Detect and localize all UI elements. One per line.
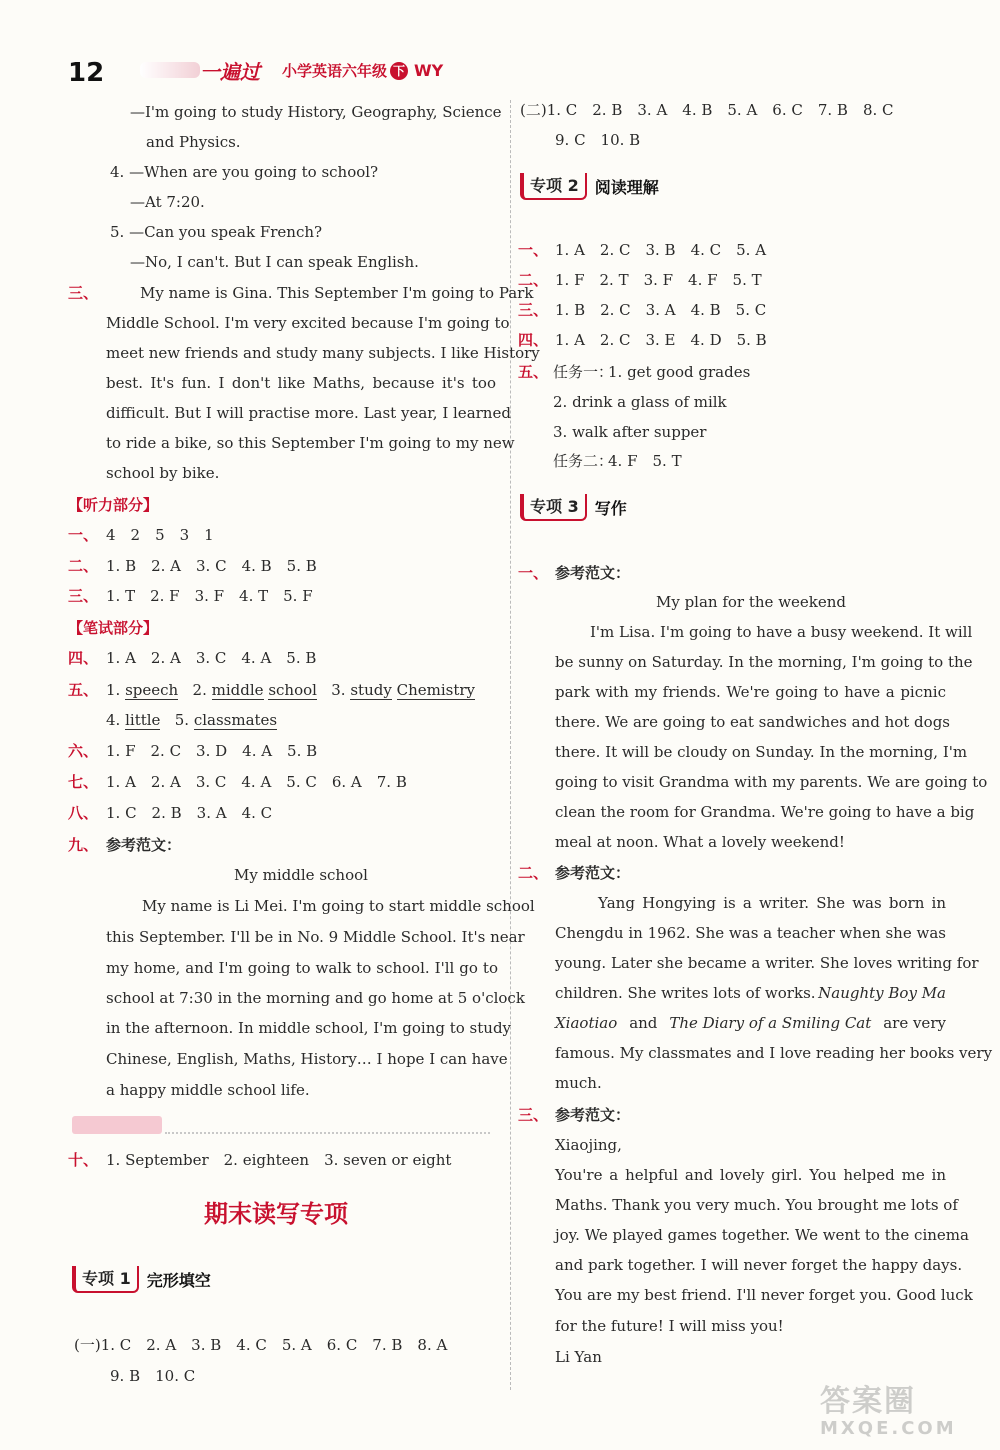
essay-line: My name is Li Mei. I'm going to start middle school: [142, 897, 535, 915]
answer-word: Chemistry: [396, 681, 475, 699]
section-number: 四、: [518, 331, 549, 349]
essay-line: a happy middle school life.: [106, 1081, 310, 1099]
section-number: 一、: [518, 241, 549, 259]
topic-tag-label: 写作: [594, 498, 627, 518]
section-number: 四、: [68, 649, 99, 667]
section-number: 二、: [518, 864, 549, 882]
dialogue-line: and Physics.: [146, 133, 241, 151]
essay-line: I'm Lisa. I'm going to have a busy weekend. It will: [590, 623, 973, 641]
volume-badge: 下: [390, 62, 408, 80]
essay-line: in the afternoon. In middle school, I'm going to study: [106, 1019, 512, 1037]
writing-header: 【笔试部分】: [68, 619, 159, 637]
task-answer: 4. F 5. T: [608, 452, 682, 470]
answer-word: classmates: [193, 711, 278, 729]
letter-line: You're a helpful and lovely girl. You helped me in: [555, 1166, 946, 1184]
answer-line: 1. B 2. C 3. A 4. B 5. C: [555, 301, 767, 319]
section-number: 七、: [68, 773, 99, 791]
essay-text: children. She writes lots of works.: [555, 984, 816, 1002]
passage-line: school by bike.: [106, 464, 220, 482]
section-number: 三、: [68, 587, 99, 605]
answer-line: 1. A 2. A 3. C 4. A 5. C 6. A 7. B: [106, 773, 407, 791]
book-subtitle-text: 小学英语六年级: [282, 62, 388, 80]
item-number: 2.: [192, 681, 207, 699]
answer-word: little: [125, 711, 161, 729]
item-number: 5.: [174, 711, 190, 729]
passage-line: to ride a bike, so this September I'm going to my new: [106, 434, 515, 452]
answer-line: 1. T 2. F 3. F 4. T 5. F: [106, 587, 313, 605]
section-number: 六、: [68, 742, 99, 760]
section-number: 二、: [68, 557, 99, 575]
fill-answers-row: [106, 680, 475, 700]
sample-label: 参考范文：: [555, 1106, 631, 1124]
essay-line: Yang Hongying is a writer. She was born in: [598, 894, 946, 912]
answer-line: 1. B 2. A 3. C 4. B 5. B: [106, 557, 317, 575]
item-number: 1.: [106, 681, 121, 699]
passage-line: Middle School. I'm very excited because I'm going to: [106, 314, 510, 332]
essay-line: meal at noon. What a lovely weekend!: [555, 833, 845, 851]
dialogue-line: 5. —Can you speak French?: [110, 223, 323, 241]
section-number: 三、: [518, 301, 549, 319]
dialogue-line: —At 7:20.: [130, 193, 205, 211]
answer-line: (一)1. C 2. A 3. B 4. C 5. A 6. C 7. B 8. A: [74, 1336, 448, 1354]
answer-word: speech: [125, 681, 179, 699]
faded-section-bar: [72, 1116, 162, 1134]
topic-tag: [72, 1266, 211, 1292]
essay-line: [555, 1013, 946, 1033]
essay-line: clean the room for Grandma. We're going to have a big: [555, 803, 975, 821]
essay-line: Chinese, English, Maths, History… I hope I can have: [106, 1050, 508, 1068]
answer-line: 1. F 2. T 3. F 4. F 5. T: [555, 271, 762, 289]
answer-word: middle: [211, 681, 264, 699]
sample-label: 参考范文：: [106, 836, 182, 854]
page-number: 12: [68, 58, 105, 88]
section-number: 一、: [68, 526, 99, 544]
sample-label: 参考范文：: [555, 864, 631, 882]
task-answer: 2. drink a glass of milk: [553, 393, 727, 411]
answer-line: (二)1. C 2. B 3. A 4. B 5. A 6. C 7. B 8. C: [520, 101, 894, 119]
dialogue-line: —No, I can't. But I can speak English.: [130, 253, 419, 271]
topic-tag-label: 完形填空: [146, 1270, 211, 1290]
brand-logo: [140, 62, 200, 78]
essay-line: park with my friends. We're going to have a picnic: [555, 683, 946, 701]
essay-line: much.: [555, 1074, 602, 1092]
answer-line: 9. B 10. C: [110, 1367, 196, 1385]
edition-label: WY: [414, 61, 444, 80]
answer-line: 1. C 2. B 3. A 4. C: [106, 804, 273, 822]
watermark-en: MXQE.COM: [820, 1418, 957, 1439]
essay-line: young. Later she became a writer. She loves writing for: [555, 954, 979, 972]
task-answer: 3. walk after supper: [553, 423, 707, 441]
essay-line: going to visit Grandma with my parents. We are going to: [555, 773, 988, 791]
essay-line: my home, and I'm going to walk to school. I'll go to: [106, 959, 498, 977]
section-number: 一、: [518, 564, 549, 582]
letter-signature: Li Yan: [555, 1348, 602, 1366]
topic-tag-label: 阅读理解: [594, 177, 659, 197]
dialogue-line: —I'm going to study History, Geography, Science: [130, 103, 502, 121]
essay-title: My middle school: [234, 866, 368, 884]
letter-line: joy. We played games together. We went to the cinema: [555, 1226, 969, 1244]
task-label: 任务二：: [553, 452, 614, 470]
essay-line: famous. My classmates and I love reading her books very: [555, 1044, 993, 1062]
listening-header: 【听力部分】: [68, 496, 159, 514]
answer-word: school: [268, 681, 317, 699]
topic-tag-number: 专项 2: [520, 173, 587, 200]
passage-line: meet new friends and study many subjects. I like History: [106, 344, 540, 362]
item-number: 3.: [331, 681, 346, 699]
passage-line: difficult. But I will practise more. Last year, I learned: [106, 404, 511, 422]
letter-line: for the future! I will miss you!: [555, 1317, 784, 1335]
section-number: 五、: [68, 681, 99, 699]
section-number: 三、: [518, 1106, 549, 1124]
section-number: 十、: [68, 1151, 99, 1169]
section-number: 九、: [68, 836, 99, 854]
essay-line: there. We are going to eat sandwiches and hot dogs: [555, 713, 950, 731]
answer-line: 1. F 2. C 3. D 4. A 5. B: [106, 742, 318, 760]
book-title: The Diary of a Smiling Cat: [669, 1014, 872, 1032]
passage-line: My name is Gina. This September I'm going to Park: [140, 284, 534, 302]
essay-line: Chengdu in 1962. She was a teacher when she was: [555, 924, 946, 942]
task-answer: 1. get good grades: [608, 363, 751, 381]
section-number: 八、: [68, 804, 99, 822]
letter-line: and park together. I will never forget the happy days.: [555, 1256, 963, 1274]
essay-line: [555, 983, 946, 1003]
essay-text: and: [629, 1014, 658, 1032]
book-title-part: Xiaotiao: [555, 1014, 618, 1032]
letter-line: You are my best friend. I'll never forget you. Good luck: [555, 1286, 973, 1304]
final-review-title: 期末读写专项: [204, 1200, 348, 1228]
item-number: 4.: [106, 711, 121, 729]
passage-line: best. It's fun. I don't like Maths, because it's too: [106, 374, 496, 392]
fill-answers-row: [106, 710, 277, 730]
essay-line: school at 7:30 in the morning and go home at 5 o'clock: [106, 989, 525, 1007]
essay-text: are very: [883, 1014, 946, 1032]
watermark-cn: 答案圈: [820, 1384, 916, 1419]
section-number: 三、: [68, 284, 99, 302]
sample-label: 参考范文：: [555, 564, 631, 582]
answer-line: 1. A 2. A 3. C 4. A 5. B: [106, 649, 317, 667]
answer-line: 4 2 5 3 1: [106, 526, 214, 544]
answer-line: 1. A 2. C 3. B 4. C 5. A: [555, 241, 767, 259]
letter-greeting: Xiaojing,: [555, 1136, 622, 1154]
essay-title: My plan for the weekend: [655, 593, 847, 611]
section-number: 五、: [518, 363, 549, 381]
letter-line: Maths. Thank you very much. You brought me lots of: [555, 1196, 958, 1214]
topic-tag-number: 专项 1: [72, 1266, 139, 1293]
watermark: [820, 1385, 990, 1445]
brand-name: 一遍过: [200, 60, 260, 84]
book-title-part: Naughty Boy Ma: [818, 984, 946, 1002]
essay-line: there. It will be cloudy on Sunday. In the morning, I'm: [555, 743, 968, 761]
task-label: 任务一：: [553, 363, 614, 381]
answer-line: 1. September 2. eighteen 3. seven or eight: [106, 1151, 452, 1169]
essay-line: this September. I'll be in No. 9 Middle School. It's near: [106, 928, 525, 946]
dialogue-line: 4. —When are you going to school?: [110, 163, 379, 181]
book-subtitle: [282, 60, 443, 81]
essay-line: be sunny on Saturday. In the morning, I'm going to the: [555, 653, 973, 671]
topic-tag: [520, 494, 627, 520]
topic-tag-number: 专项 3: [520, 494, 587, 521]
faded-dotted-line: [165, 1132, 490, 1134]
answer-line: 1. A 2. C 3. E 4. D 5. B: [555, 331, 767, 349]
answer-line: 9. C 10. B: [555, 131, 641, 149]
topic-tag: [520, 173, 659, 199]
answer-word: study: [350, 681, 392, 699]
section-number: 二、: [518, 271, 549, 289]
